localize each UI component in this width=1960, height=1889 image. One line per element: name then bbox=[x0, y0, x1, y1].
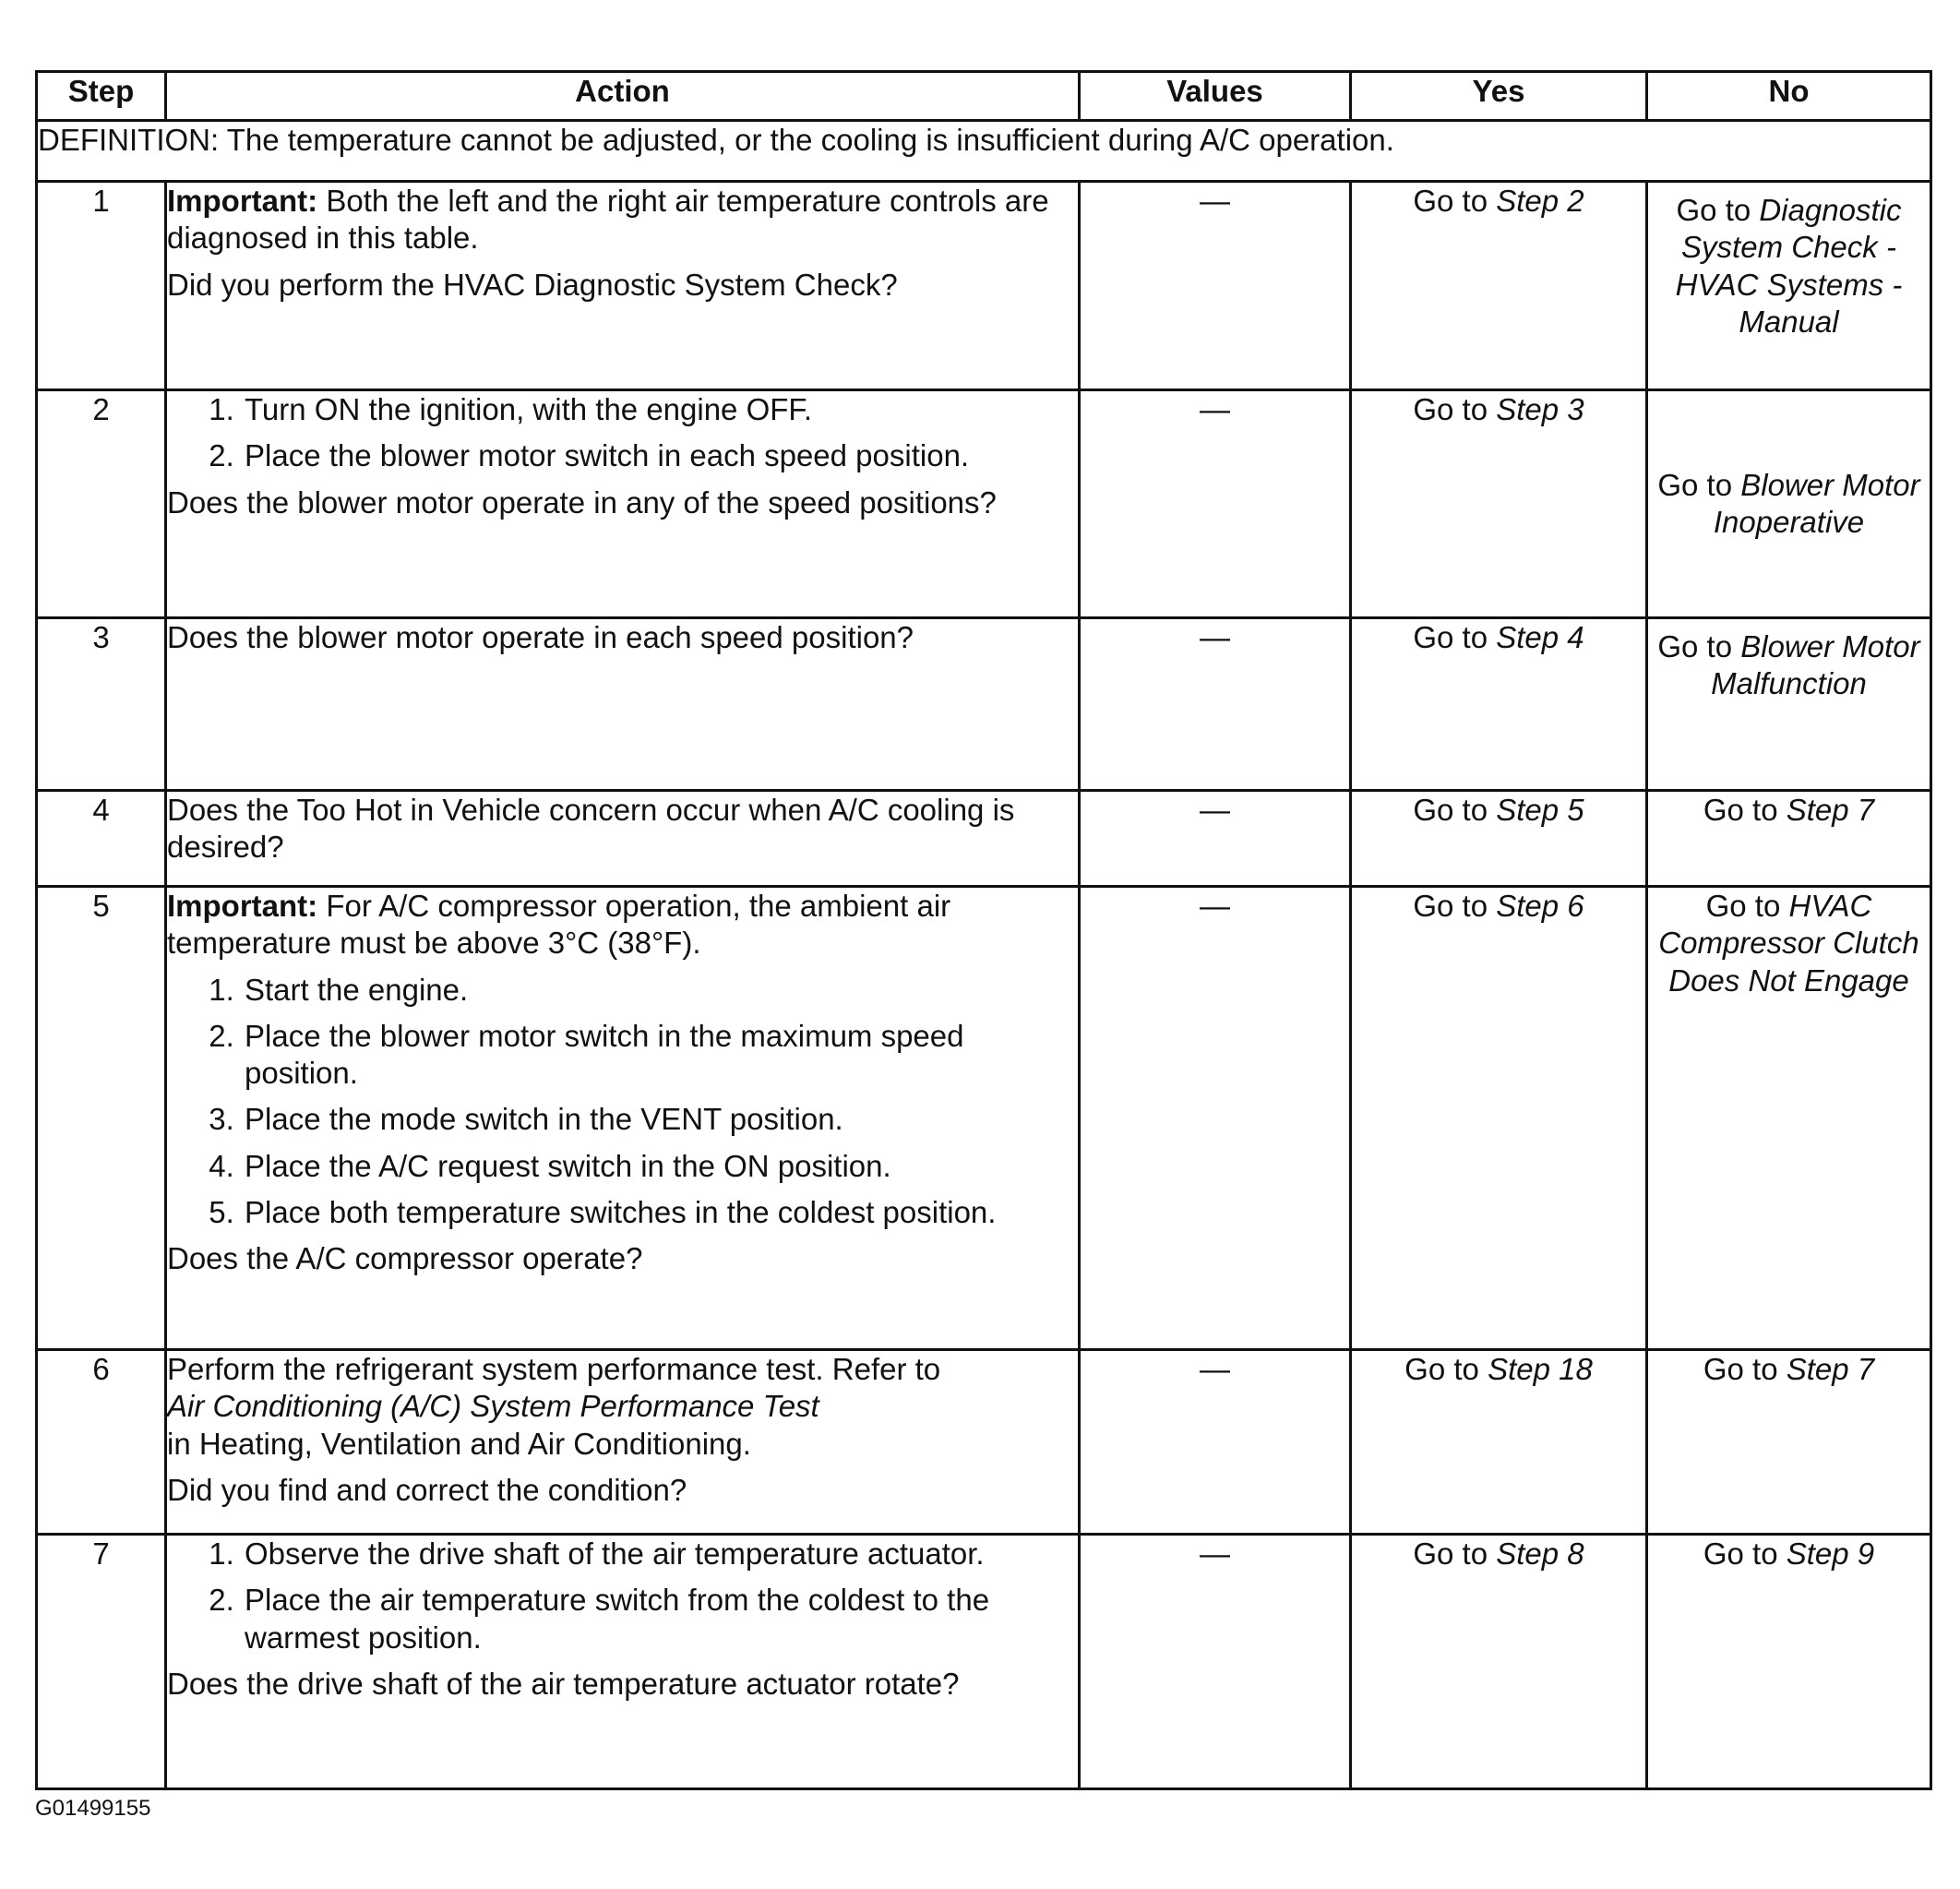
question-text: Does the blower motor operate in any of the speed positions? bbox=[167, 484, 997, 520]
list-item: 1. Observe the drive shaft of the air temperature actuator. bbox=[243, 1536, 1078, 1572]
go-to-label: Go to bbox=[1657, 467, 1733, 502]
list-item: 3. Place the mode switch in the VENT position. bbox=[243, 1101, 1078, 1138]
action-cell bbox=[166, 791, 1080, 887]
definition-row bbox=[37, 121, 1931, 182]
important-label: Important: bbox=[167, 184, 318, 218]
list-item: 1. Turn ON the ignition, with the engine OFF. bbox=[243, 391, 1078, 428]
table-row bbox=[37, 618, 1931, 791]
important-label: Important: bbox=[167, 889, 318, 923]
yes-cell bbox=[1351, 390, 1647, 618]
action-cell bbox=[166, 1535, 1080, 1789]
no-cell bbox=[1647, 618, 1931, 791]
question-text: Does the Too Hot in Vehicle concern occur when A/C cooling is desired? bbox=[167, 793, 1015, 865]
no-cell bbox=[1647, 1535, 1931, 1789]
no-link[interactable]: Step 9 bbox=[1786, 1536, 1875, 1571]
header-values: Values bbox=[1080, 72, 1351, 121]
no-cell bbox=[1647, 791, 1931, 887]
figure-id: G01499155 bbox=[35, 1796, 151, 1821]
definition-text: DEFINITION: The temperature cannot be adjusted, or the cooling is insufficient during A/C operation. bbox=[37, 121, 1931, 182]
table-row bbox=[37, 390, 1931, 618]
list-item: 4. Place the A/C request switch in the ON position. bbox=[243, 1148, 1078, 1185]
question-text: Does the drive shaft of the air temperature actuator rotate? bbox=[167, 1666, 960, 1701]
no-link[interactable]: Diagnostic System Check - HVAC Systems - Manual bbox=[1675, 193, 1903, 339]
yes-cell bbox=[1351, 1535, 1647, 1789]
go-to-label: Go to bbox=[1413, 620, 1488, 654]
no-cell bbox=[1647, 182, 1931, 390]
yes-cell bbox=[1351, 1350, 1647, 1535]
procedure-list bbox=[167, 391, 1078, 475]
yes-cell bbox=[1351, 182, 1647, 390]
no-cell bbox=[1647, 1350, 1931, 1535]
go-to-label: Go to bbox=[1676, 193, 1751, 227]
go-to-label: Go to bbox=[1413, 1536, 1488, 1571]
yes-link[interactable]: Step 4 bbox=[1496, 620, 1584, 654]
step-number: 4 bbox=[37, 791, 166, 887]
step-number: 5 bbox=[37, 887, 166, 1350]
procedure-list bbox=[167, 1536, 1078, 1656]
action-cell bbox=[166, 390, 1080, 618]
go-to-label: Go to bbox=[1413, 793, 1488, 827]
go-to-label: Go to bbox=[1413, 184, 1488, 218]
go-to-label: Go to bbox=[1413, 889, 1488, 923]
action-cell bbox=[166, 618, 1080, 791]
go-to-label: Go to bbox=[1703, 793, 1778, 827]
table-row bbox=[37, 1350, 1931, 1535]
diagnostic-table bbox=[35, 70, 1932, 1790]
step-number: 6 bbox=[37, 1350, 166, 1535]
header-no: No bbox=[1647, 72, 1931, 121]
values-cell: — bbox=[1080, 390, 1351, 618]
action-cell bbox=[166, 1350, 1080, 1535]
no-link[interactable]: Blower Motor Malfunction bbox=[1711, 629, 1920, 701]
yes-cell bbox=[1351, 887, 1647, 1350]
step-number: 2 bbox=[37, 390, 166, 618]
yes-link[interactable]: Step 8 bbox=[1496, 1536, 1584, 1571]
table-row bbox=[37, 182, 1931, 390]
header-action: Action bbox=[166, 72, 1080, 121]
values-cell: — bbox=[1080, 182, 1351, 390]
step-number: 1 bbox=[37, 182, 166, 390]
reference-link[interactable]: Air Conditioning (A/C) System Performance Test bbox=[167, 1389, 819, 1424]
yes-link[interactable]: Step 3 bbox=[1496, 392, 1584, 426]
go-to-label: Go to bbox=[1413, 392, 1488, 426]
action-cell bbox=[166, 887, 1080, 1350]
go-to-label: Go to bbox=[1657, 629, 1733, 664]
step-number: 3 bbox=[37, 618, 166, 791]
yes-link[interactable]: Step 2 bbox=[1496, 184, 1584, 218]
header-yes: Yes bbox=[1351, 72, 1647, 121]
no-link[interactable]: Step 7 bbox=[1786, 1352, 1875, 1386]
list-item: 2. Place the blower motor switch in each speed position. bbox=[243, 437, 1078, 474]
go-to-label: Go to bbox=[1703, 1536, 1778, 1571]
list-item: 5. Place both temperature switches in the coldest position. bbox=[243, 1194, 1078, 1231]
values-cell: — bbox=[1080, 887, 1351, 1350]
table-row bbox=[37, 887, 1931, 1350]
list-item: 2. Place the blower motor switch in the maximum speed position. bbox=[243, 1018, 1078, 1093]
yes-cell bbox=[1351, 791, 1647, 887]
important-note: Both the left and the right air temperature controls are diagnosed in this table. bbox=[167, 184, 1049, 256]
yes-link[interactable]: Step 5 bbox=[1496, 793, 1584, 827]
table-row bbox=[37, 1535, 1931, 1789]
yes-cell bbox=[1351, 618, 1647, 791]
values-cell: — bbox=[1080, 791, 1351, 887]
question-text: Did you find and correct the condition? bbox=[167, 1472, 687, 1507]
no-link[interactable]: Step 7 bbox=[1786, 793, 1875, 827]
table-row bbox=[37, 791, 1931, 887]
instruction-text: in Heating, Ventilation and Air Conditioning. bbox=[167, 1426, 751, 1461]
header-row bbox=[37, 72, 1931, 121]
values-cell: — bbox=[1080, 1535, 1351, 1789]
no-link[interactable]: HVAC Compressor Clutch Does Not Engage bbox=[1658, 889, 1919, 998]
yes-link[interactable]: Step 18 bbox=[1488, 1352, 1593, 1386]
values-cell: — bbox=[1080, 1350, 1351, 1535]
question-text: Does the A/C compressor operate? bbox=[167, 1241, 643, 1275]
no-cell bbox=[1647, 887, 1931, 1350]
go-to-label: Go to bbox=[1705, 889, 1781, 923]
no-cell bbox=[1647, 390, 1931, 618]
step-number: 7 bbox=[37, 1535, 166, 1789]
action-cell bbox=[166, 182, 1080, 390]
go-to-label: Go to bbox=[1703, 1352, 1778, 1386]
list-item: 1. Start the engine. bbox=[243, 972, 1078, 1009]
procedure-list bbox=[167, 972, 1078, 1232]
list-item: 2. Place the air temperature switch from the coldest to the warmest position. bbox=[243, 1582, 1078, 1656]
instruction-text: Perform the refrigerant system performance test. Refer to bbox=[167, 1352, 941, 1386]
question-text: Does the blower motor operate in each speed position? bbox=[167, 620, 914, 654]
question-text: Did you perform the HVAC Diagnostic System Check? bbox=[167, 267, 898, 302]
yes-link[interactable]: Step 6 bbox=[1496, 889, 1584, 923]
no-link[interactable]: Blower Motor Inoperative bbox=[1713, 467, 1920, 539]
important-note: For A/C compressor operation, the ambient air temperature must be above 3°C (38°F). bbox=[167, 889, 951, 961]
header-step: Step bbox=[37, 72, 166, 121]
values-cell: — bbox=[1080, 618, 1351, 791]
go-to-label: Go to bbox=[1404, 1352, 1479, 1386]
